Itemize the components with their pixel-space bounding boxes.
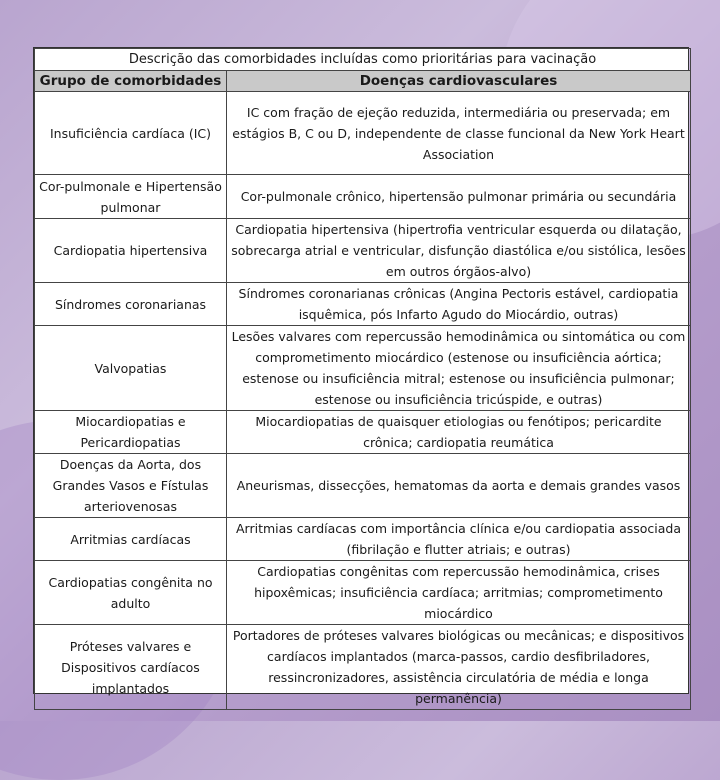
description-cell: Cardiopatia hipertensiva (hipertrofia ventricular esquerda ou dilatação, sobrecarga atrial e ventricular, disfunção diastólica e/ou sistólica, lesões em outros órgãos-alvo) (227, 219, 691, 283)
table-caption-row (35, 49, 691, 71)
description-cell: Cardiopatias congênitas com repercussão hemodinâmica, crises hipoxêmicas; insuficiência cardíaca; arritmias; comprometimento miocárdico (227, 561, 691, 625)
table-row (35, 326, 691, 411)
table-row (35, 561, 691, 625)
description-cell: Lesões valvares com repercussão hemodinâmica ou sintomática ou com comprometimento miocárdico (estenose ou insuficiência aórtica; estenose ou insuficiência mitral; estenose ou insuficiência pulmonar; estenose ou insuficiência tricúspide, e outras) (227, 326, 691, 411)
description-cell: Arritmias cardíacas com importância clínica e/ou cardiopatia associada (fibrilação e flutter atriais; e outras) (227, 518, 691, 561)
group-cell: Valvopatias (35, 326, 227, 411)
group-cell: Cardiopatia hipertensiva (35, 219, 227, 283)
table-header-row (35, 71, 691, 92)
description-cell: Aneurismas, dissecções, hematomas da aorta e demais grandes vasos (227, 454, 691, 518)
table-row (35, 625, 691, 710)
group-cell: Síndromes coronarianas (35, 283, 227, 326)
table-caption: Descrição das comorbidades incluídas como prioritárias para vacinação (35, 49, 691, 71)
description-cell: Síndromes coronarianas crônicas (Angina Pectoris estável, cardiopatia isquêmica, pós Infarto Agudo do Miocárdio, outras) (227, 283, 691, 326)
group-cell: Miocardiopatias e Pericardiopatias (35, 411, 227, 454)
description-cell: Miocardiopatias de quaisquer etiologias ou fenótipos; pericardite crônica; cardiopatia reumática (227, 411, 691, 454)
table-row (35, 518, 691, 561)
group-cell: Cardiopatias congênita no adulto (35, 561, 227, 625)
table-row (35, 92, 691, 175)
group-cell: Doenças da Aorta, dos Grandes Vasos e Fístulas arteriovenosas (35, 454, 227, 518)
group-cell: Cor-pulmonale e Hipertensão pulmonar (35, 175, 227, 219)
comorbidity-table-card (33, 47, 689, 706)
table-row (35, 454, 691, 518)
table-row (35, 175, 691, 219)
column-header-disease: Doenças cardiovasculares (227, 71, 691, 92)
comorbidity-table (34, 48, 691, 710)
group-cell: Insuficiência cardíaca (IC) (35, 92, 227, 175)
table-row (35, 219, 691, 283)
description-cell: IC com fração de ejeção reduzida, intermediária ou preservada; em estágios B, C ou D, independente de classe funcional da New York Heart Association (227, 92, 691, 175)
group-cell: Arritmias cardíacas (35, 518, 227, 561)
description-cell: Portadores de próteses valvares biológicas ou mecânicas; e dispositivos cardíacos implantados (marca-passos, cardio desfibriladores, ressincronizadores, assistência circulatória de média e longa permanência) (227, 625, 691, 710)
table-row (35, 411, 691, 454)
table-row (35, 283, 691, 326)
column-header-group: Grupo de comorbidades (35, 71, 227, 92)
group-cell: Próteses valvares e Dispositivos cardíacos implantados (35, 625, 227, 710)
description-cell: Cor-pulmonale crônico, hipertensão pulmonar primária ou secundária (227, 175, 691, 219)
